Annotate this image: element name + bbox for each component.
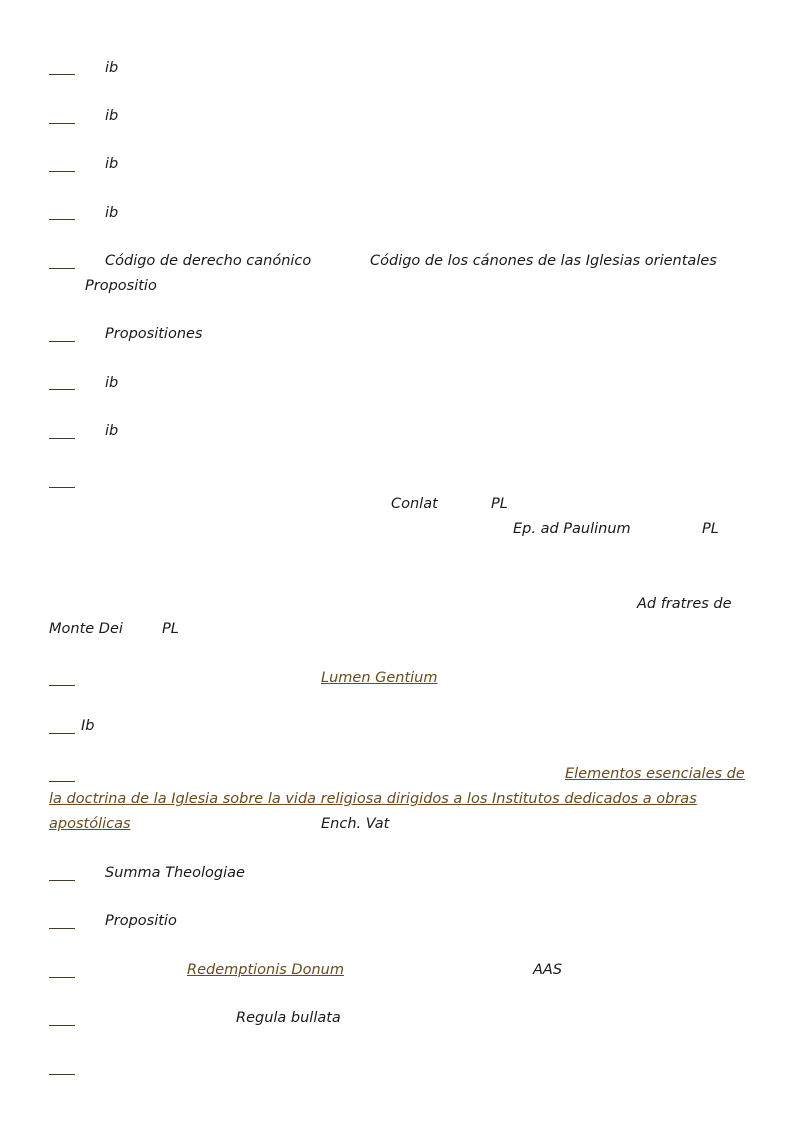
footnote-text: Ad fratres de — [637, 596, 732, 612]
footnote-text: ib — [105, 156, 119, 172]
lumen-gentium-link[interactable]: Lumen Gentium — [321, 670, 438, 686]
footnote-text: Código de derecho canónico — [105, 253, 312, 269]
footnote-separator — [49, 74, 75, 75]
footnote-separator — [49, 268, 75, 269]
footnote-text: Propositiones — [105, 326, 203, 342]
elementos-esenciales-link[interactable]: la doctrina de la Iglesia sobre la vida religiosa dirigidos a los Institutos dedicados a obras — [49, 791, 697, 807]
footnote-text: PL — [162, 621, 179, 637]
footnote-separator — [49, 928, 75, 929]
elementos-esenciales-link[interactable]: apostólicas — [49, 816, 131, 832]
footnote-separator — [49, 781, 75, 782]
footnote-separator — [49, 171, 75, 172]
footnote-separator — [49, 977, 75, 978]
footnote-text: Ep. ad Paulinum — [513, 521, 631, 537]
footnote-separator — [49, 1074, 75, 1075]
footnote-separator — [49, 389, 75, 390]
footnote-text: ib — [105, 205, 119, 221]
footnote-separator — [49, 487, 75, 488]
footnote-text: ib — [105, 375, 119, 391]
elementos-esenciales-link[interactable]: Elementos esenciales de — [565, 766, 745, 782]
footnote-text: ib — [105, 108, 119, 124]
footnote-text: AAS — [533, 962, 563, 978]
redemptionis-donum-link[interactable]: Redemptionis Donum — [187, 962, 344, 978]
footnote-text: Summa Theologiae — [105, 865, 245, 881]
footnote-text: Propositio — [105, 913, 177, 929]
footnote-separator — [49, 219, 75, 220]
footnote-text: Propositio — [85, 278, 157, 294]
footnote-separator — [49, 880, 75, 881]
footnote-text: Monte Dei — [49, 621, 123, 637]
footnote-text: Ib — [81, 718, 95, 734]
footnote-text: Código de los cánones de las Iglesias orientales — [370, 253, 717, 269]
footnote-text: Conlat — [391, 496, 438, 512]
footnote-separator — [49, 341, 75, 342]
footnote-separator — [49, 123, 75, 124]
footnote-text: Ench. Vat — [321, 816, 390, 832]
footnote-text: ib — [105, 423, 119, 439]
footnote-text: PL — [702, 521, 719, 537]
footnote-separator — [49, 438, 75, 439]
footnote-separator — [49, 1025, 75, 1026]
footnote-text: ib — [105, 60, 119, 76]
footnote-text: PL — [491, 496, 508, 512]
footnote-separator — [49, 685, 75, 686]
footnote-separator — [49, 733, 75, 734]
footnote-text: Regula bullata — [236, 1010, 341, 1026]
